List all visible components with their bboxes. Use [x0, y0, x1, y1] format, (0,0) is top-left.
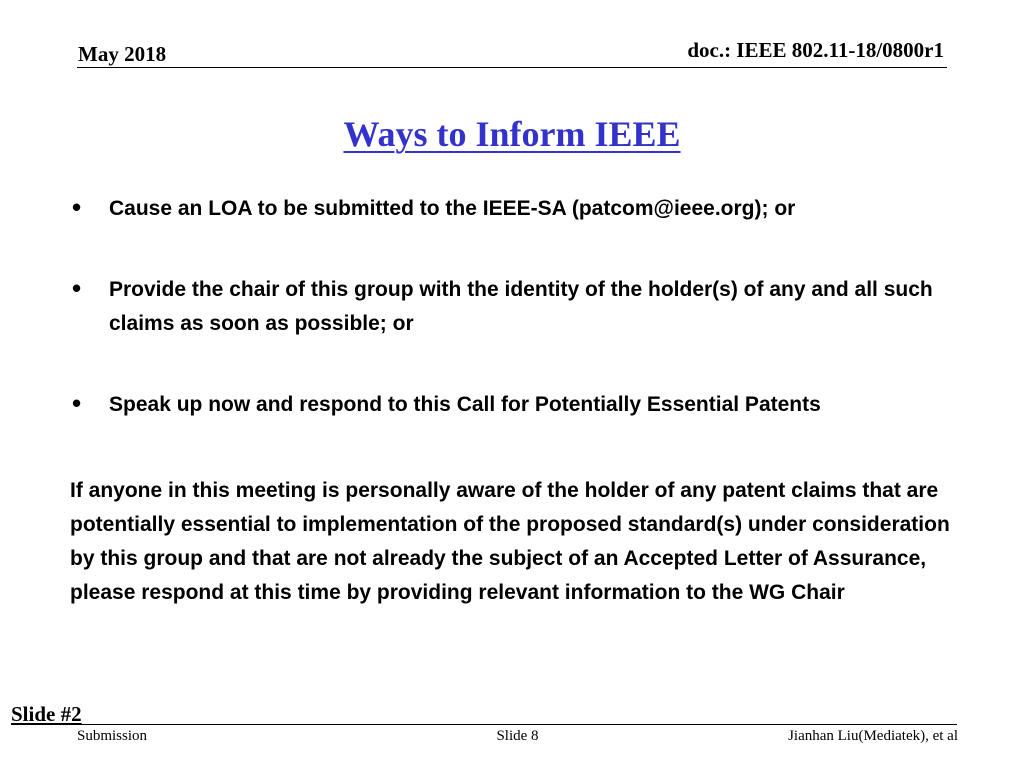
- footer-slide-number: Slide 8: [496, 728, 539, 744]
- bullet-text: Provide the chair of this group with the identity of the holder(s) of any and all such claims as soon as possible; or: [109, 278, 933, 335]
- bullet-item: [70, 388, 970, 422]
- call-paragraph: If anyone in this meeting is personally aware of the holder of any patent claims that are potentially essential to implementation of the proposed standard(s) under consideration by this group and that are not already the subject of an Accepted Letter of Assurance, please respond at this time by providing relevant information to the WG Chair: [70, 479, 950, 604]
- slide-title: Ways to Inform IEEE: [343, 114, 681, 154]
- slide-number-label: Slide #2: [11, 702, 82, 726]
- footer-submission: Submission: [77, 728, 148, 744]
- header-divider: [77, 67, 947, 68]
- header-doc-id: doc.: IEEE 802.11-18/0800r1: [687, 38, 944, 62]
- bullet-dot-icon: •: [72, 388, 82, 418]
- bullet-text: Speak up now and respond to this Call for Potentially Essential Patents: [109, 393, 821, 416]
- bullet-item: [70, 273, 970, 341]
- bullet-list: [70, 192, 970, 422]
- bullet-dot-icon: •: [72, 192, 82, 222]
- footer-author: Jianhan Liu(Mediatek), et al: [788, 728, 958, 744]
- bullet-dot-icon: •: [72, 273, 82, 303]
- bullet-text: Cause an LOA to be submitted to the IEEE-SA (patcom@ieee.org); or: [109, 197, 796, 220]
- header-date: May 2018: [78, 42, 167, 66]
- bullet-item: [70, 192, 970, 226]
- footer-divider: [70, 724, 957, 725]
